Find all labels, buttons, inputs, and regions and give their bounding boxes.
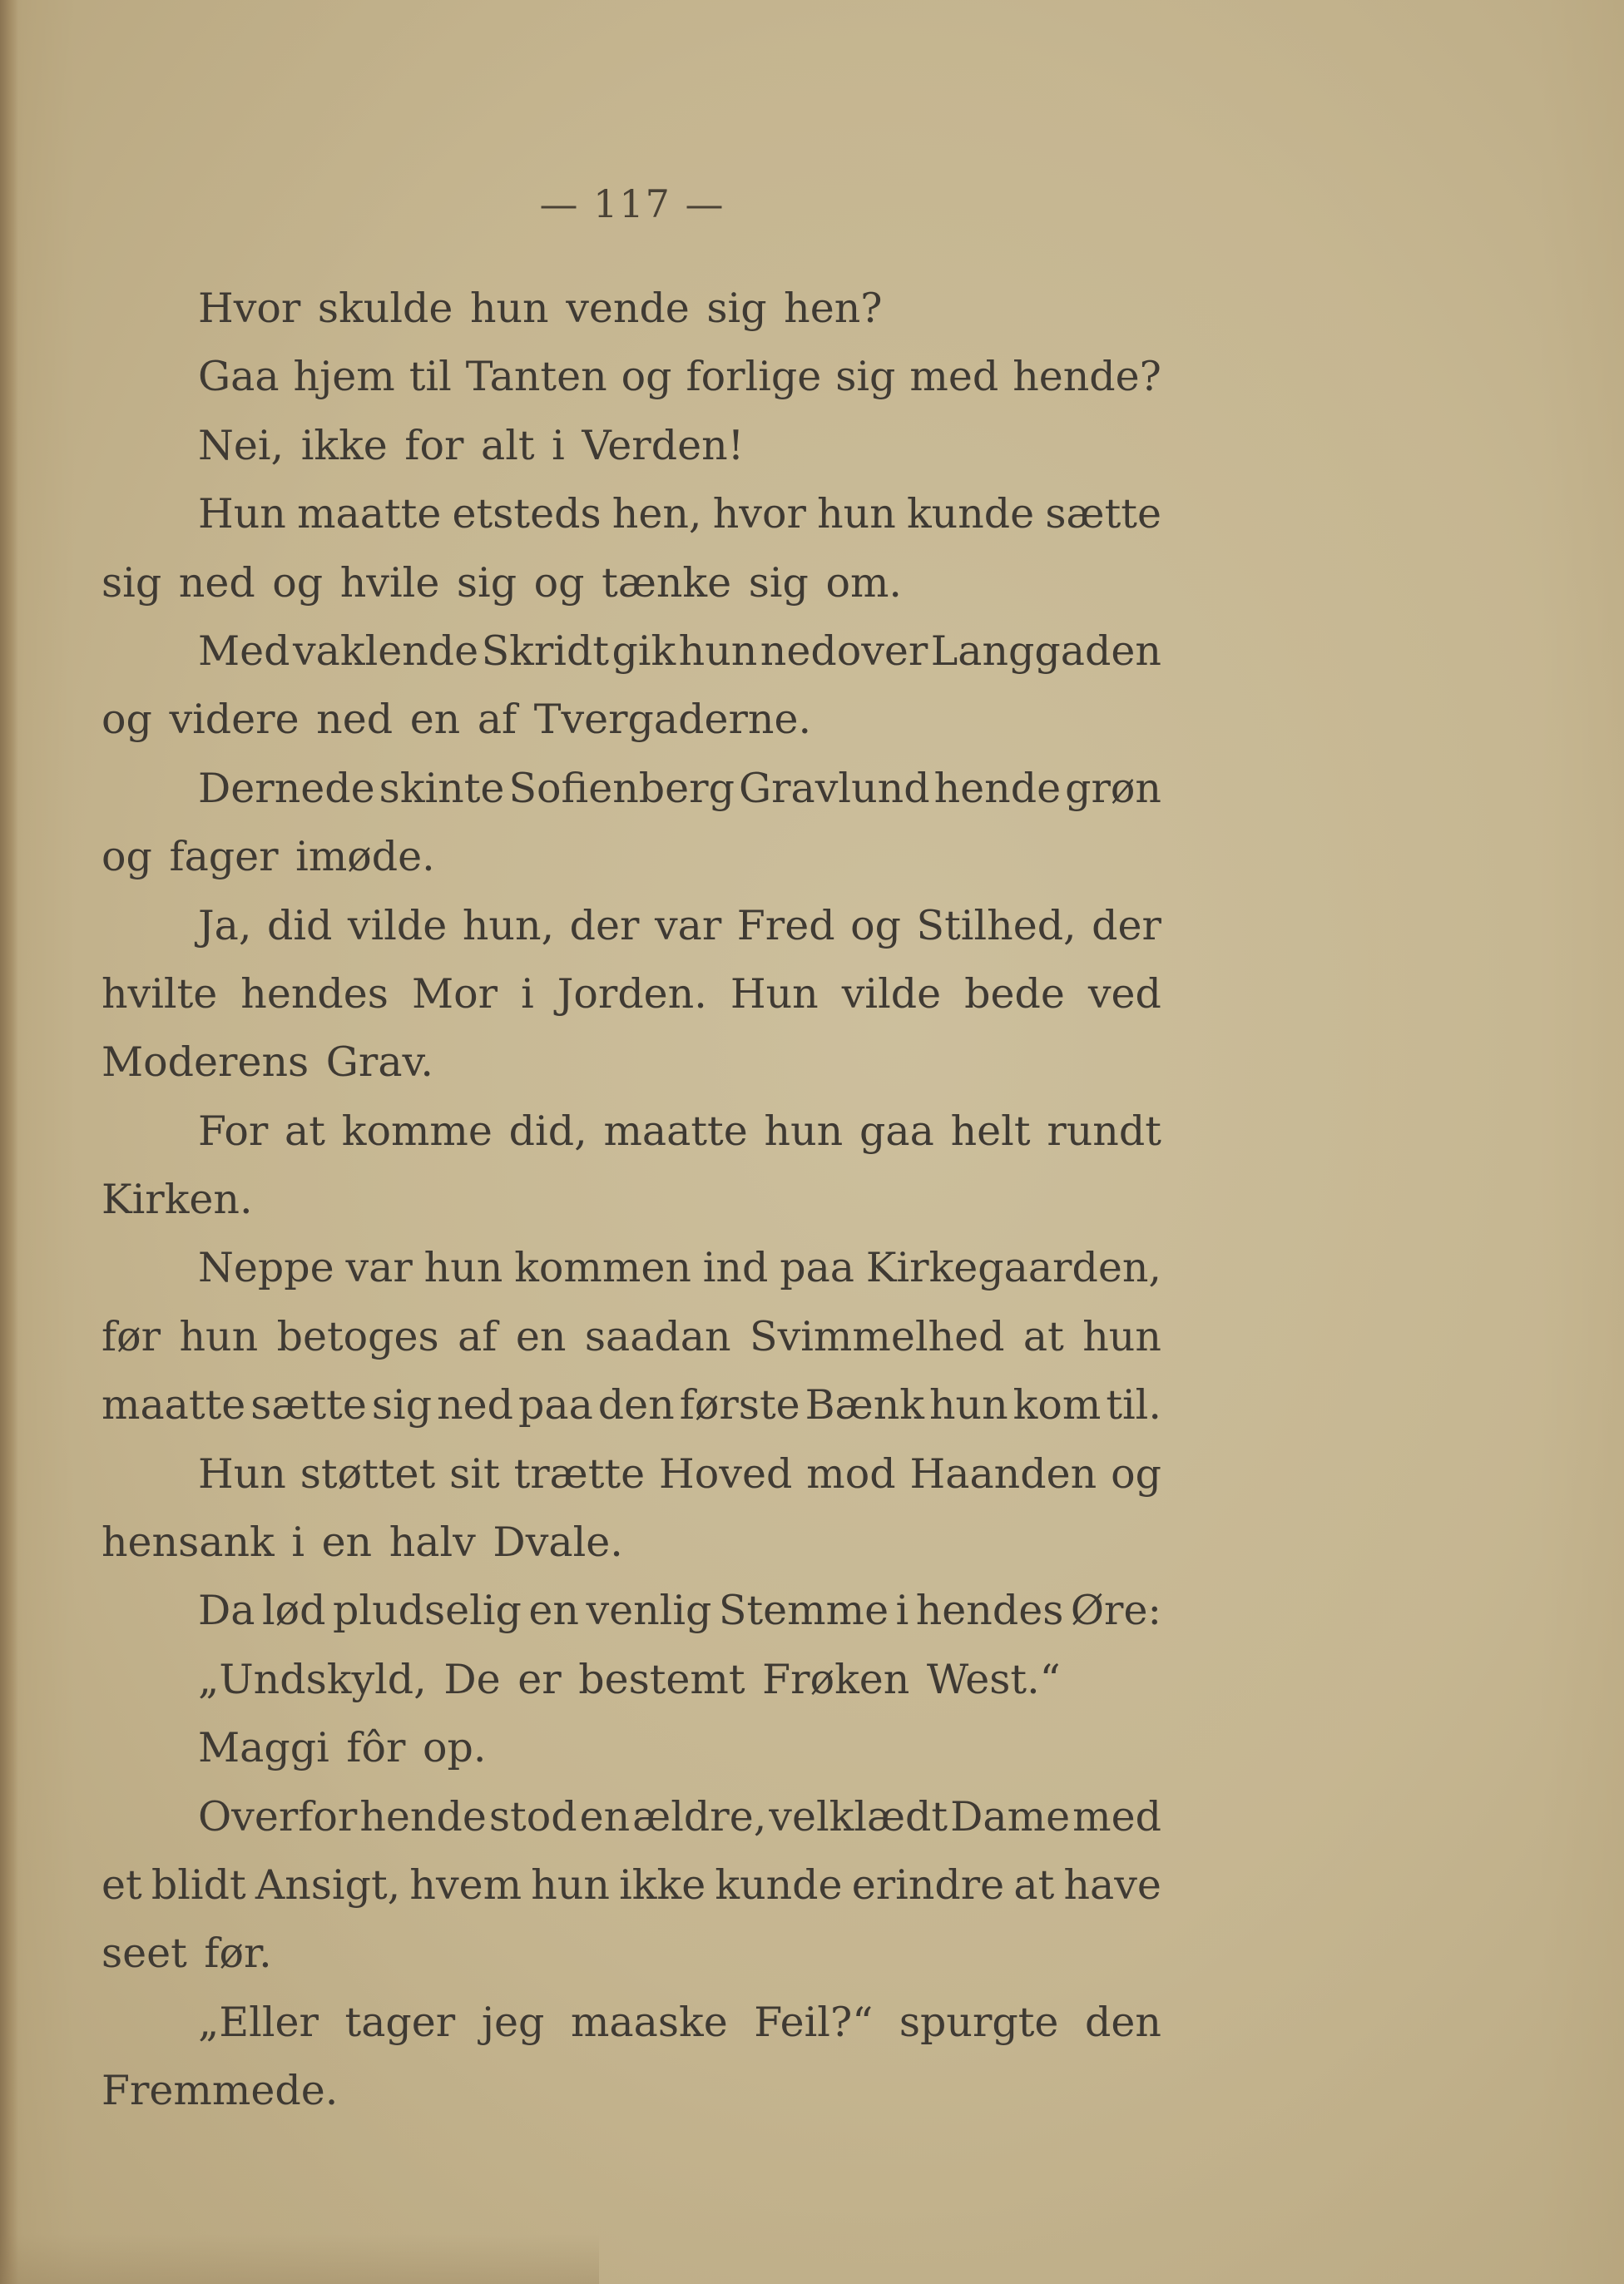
word: Nei, (198, 421, 285, 469)
word: før (102, 1312, 161, 1360)
word: i (521, 969, 534, 1018)
word: bestemt (578, 1655, 745, 1703)
word: var (345, 1244, 413, 1292)
word: tager (344, 1998, 456, 2046)
word: sit (449, 1449, 500, 1498)
word: vaklende (292, 627, 479, 675)
word: hvilte (102, 969, 218, 1018)
word: Dame (950, 1792, 1071, 1841)
word: en (528, 1587, 579, 1635)
page-stain (0, 2234, 599, 2284)
word: og (272, 558, 324, 607)
word: et (102, 1860, 142, 1909)
text-line (102, 1783, 1161, 1851)
word: saadan (584, 1312, 731, 1360)
word: hun, (462, 901, 555, 949)
word: forlige (686, 353, 822, 401)
word: den (1085, 1998, 1161, 2046)
word: maatte (603, 1107, 748, 1155)
word: vende (566, 285, 690, 332)
word: „Eller (198, 1998, 319, 2046)
word: Jorden. (557, 969, 707, 1018)
page-binding-edge (0, 0, 18, 2284)
word: vilde (347, 901, 448, 949)
word: Ja, (198, 901, 252, 949)
word: pludselig (333, 1587, 522, 1635)
word: at (1022, 1312, 1064, 1360)
word: fôr (346, 1724, 406, 1772)
word: støttet (300, 1449, 436, 1498)
word: der (569, 901, 640, 949)
word: hun (764, 1107, 844, 1155)
text-line (102, 1646, 1161, 1714)
word: skinte (379, 764, 505, 812)
word: til (408, 353, 452, 401)
word: seet (102, 1930, 187, 1978)
word: for (404, 421, 464, 469)
word: Med (198, 627, 290, 675)
word: hun (678, 627, 758, 675)
word: til. (1106, 1381, 1161, 1429)
word: videre (169, 696, 300, 744)
word: og (102, 696, 152, 744)
word: sig (371, 1381, 433, 1429)
word: en (515, 1312, 567, 1360)
word: stod (488, 1792, 577, 1841)
word: hun (1082, 1312, 1161, 1360)
word: did (266, 901, 333, 949)
word: med (909, 353, 999, 401)
word: at (1013, 1860, 1055, 1909)
text-line (102, 1166, 1161, 1234)
word: Bænk (805, 1381, 924, 1429)
word: med (1072, 1792, 1161, 1841)
word: ned (437, 1381, 513, 1429)
word: en (321, 1519, 373, 1567)
word: gik (611, 627, 676, 675)
word: Hun (730, 969, 819, 1018)
word: Verden! (582, 421, 745, 469)
text-line (102, 1989, 1161, 2057)
word: Feil?“ (754, 1998, 874, 2046)
text-line (102, 617, 1161, 686)
word: Langgaden (930, 627, 1161, 675)
word: komme (341, 1107, 493, 1155)
word: sig (456, 558, 517, 607)
word: af (458, 1312, 498, 1360)
word: kunde (715, 1860, 843, 1909)
word: West.“ (926, 1655, 1061, 1703)
word: Da (198, 1587, 255, 1635)
word: betoges (276, 1312, 439, 1360)
word: Gravlund (738, 764, 930, 812)
word: Skridt (481, 627, 610, 675)
word: helt (950, 1107, 1031, 1155)
text-line (102, 686, 1161, 754)
word: „Undskyld, (198, 1655, 427, 1703)
word: at (285, 1107, 325, 1155)
word: vilde (841, 969, 942, 1018)
word: tænke (602, 558, 732, 607)
word: Overfor (198, 1792, 358, 1841)
word: Maggi (198, 1724, 329, 1772)
word: ned (178, 558, 255, 607)
word: paa (780, 1244, 855, 1292)
word: første (679, 1381, 800, 1429)
word: ned (316, 696, 394, 744)
word: maatte (297, 490, 442, 538)
word: sætte (250, 1381, 367, 1429)
word: hen, (611, 490, 702, 538)
word: hendes (915, 1587, 1064, 1635)
word: Stilhed, (916, 901, 1077, 949)
word: spurgte (899, 1998, 1059, 2046)
word: kom (1013, 1381, 1102, 1429)
word: did, (508, 1107, 587, 1155)
text-line (102, 1303, 1161, 1371)
word: Kirkegaarden, (865, 1244, 1161, 1292)
word: Dernede (198, 764, 375, 812)
text-line (102, 892, 1161, 960)
word: hun (423, 1244, 503, 1292)
word: hen? (784, 285, 883, 332)
word: alt (480, 421, 535, 469)
word: der (1092, 901, 1161, 949)
word: den (597, 1381, 675, 1429)
word: ikke (619, 1860, 706, 1909)
text-line (102, 1097, 1161, 1166)
word: nedover (760, 627, 928, 675)
word: hende (359, 1792, 487, 1841)
word: i (552, 421, 565, 469)
word: Neppe (198, 1244, 334, 1292)
word: ved (1087, 969, 1161, 1018)
word: grøn (1065, 764, 1161, 812)
text-line (102, 480, 1161, 548)
word: ældre, (632, 1792, 767, 1841)
word: hun (469, 285, 549, 332)
page-number: — 117 — (539, 181, 725, 226)
word: blidt (151, 1860, 246, 1909)
word: De (443, 1655, 501, 1703)
word: Gaa (198, 353, 280, 401)
word: sig (102, 558, 162, 607)
text-line (102, 755, 1161, 823)
word: og (621, 353, 672, 401)
word: Hoved (659, 1449, 793, 1498)
text-line (102, 1028, 1161, 1097)
word: Øre: (1070, 1587, 1161, 1635)
word: ind (702, 1244, 769, 1292)
word: sig (748, 558, 809, 607)
word: maaske (570, 1998, 728, 2046)
word: og (533, 558, 585, 607)
text-line (102, 1851, 1161, 1920)
word: hun (817, 490, 896, 538)
word: Frøken (762, 1655, 910, 1703)
word: rundt (1047, 1107, 1161, 1155)
word: bede (964, 969, 1065, 1018)
word: hendes (240, 969, 389, 1018)
word: skulde (317, 285, 453, 332)
word: hun (531, 1860, 610, 1909)
word: Sofienberg (508, 764, 735, 812)
word: Hvor (198, 285, 301, 332)
word: Kirken. (102, 1176, 253, 1224)
word: mod (806, 1449, 896, 1498)
word: hvor (712, 490, 806, 538)
word: i (291, 1519, 304, 1567)
word: hensank (102, 1519, 275, 1567)
word: en (409, 696, 461, 744)
word: hun (928, 1381, 1008, 1429)
word: hende? (1013, 353, 1161, 401)
word: paa (518, 1381, 593, 1429)
word: Moderens (102, 1038, 309, 1087)
text-line (102, 1714, 1161, 1782)
word: Stemme (718, 1587, 889, 1635)
word: Svimmelhed (750, 1312, 1005, 1360)
word: Hun (198, 1449, 286, 1498)
word: Hun (198, 490, 286, 538)
text-line (102, 1234, 1161, 1302)
word: jeg (481, 1998, 545, 2046)
body-text (102, 275, 1161, 2126)
text-line (102, 960, 1161, 1028)
text-line (102, 1371, 1161, 1439)
text-line (102, 343, 1161, 411)
word: Mor (411, 969, 498, 1018)
word: Tanten (465, 353, 607, 401)
word: For (198, 1107, 269, 1155)
word: Ansigt, (255, 1860, 401, 1909)
word: en (579, 1792, 631, 1841)
word: kommen (514, 1244, 691, 1292)
text-line (102, 275, 1161, 343)
word: og (102, 833, 152, 881)
word: er (517, 1655, 562, 1703)
word: ikke (300, 421, 388, 469)
word: Grav. (325, 1038, 433, 1087)
text-line (102, 823, 1161, 891)
word: Fred (736, 901, 835, 949)
word: maatte (102, 1381, 246, 1429)
text-line (102, 1920, 1161, 1988)
text-line (102, 412, 1161, 480)
word: før. (204, 1930, 272, 1978)
word: hvem (409, 1860, 522, 1909)
text-line (102, 2057, 1161, 2125)
word: trætte (513, 1449, 646, 1498)
word: hvile (339, 558, 440, 607)
word: i (895, 1587, 909, 1635)
word: var (654, 901, 722, 949)
word: Dvale. (493, 1519, 623, 1567)
word: kunde (906, 490, 1035, 538)
word: hjem (293, 353, 395, 401)
word: etsteds (452, 490, 602, 538)
word: fager (169, 833, 279, 881)
word: have (1063, 1860, 1161, 1909)
text-line (102, 1440, 1161, 1509)
word: hun (179, 1312, 259, 1360)
word: af (477, 696, 517, 744)
word: sætte (1045, 490, 1161, 538)
word: lød (262, 1587, 326, 1635)
word: Fremmede. (102, 2067, 339, 2115)
text-line (102, 1577, 1161, 1645)
word: halv (389, 1519, 476, 1567)
text-line (102, 1509, 1161, 1577)
word: op. (423, 1724, 487, 1772)
text-line (102, 549, 1161, 617)
word: erindre (851, 1860, 1005, 1909)
word: og (850, 901, 901, 949)
word: og (1111, 1449, 1161, 1498)
word: sig (706, 285, 767, 332)
word: om. (825, 558, 903, 607)
word: Haanden (909, 1449, 1097, 1498)
word: Tvergaderne. (533, 696, 812, 744)
word: sig (835, 353, 896, 401)
word: hende (933, 764, 1062, 812)
word: venlig (586, 1587, 712, 1635)
word: velklædt (769, 1792, 948, 1841)
word: imøde. (295, 833, 435, 881)
word: gaa (859, 1107, 934, 1155)
